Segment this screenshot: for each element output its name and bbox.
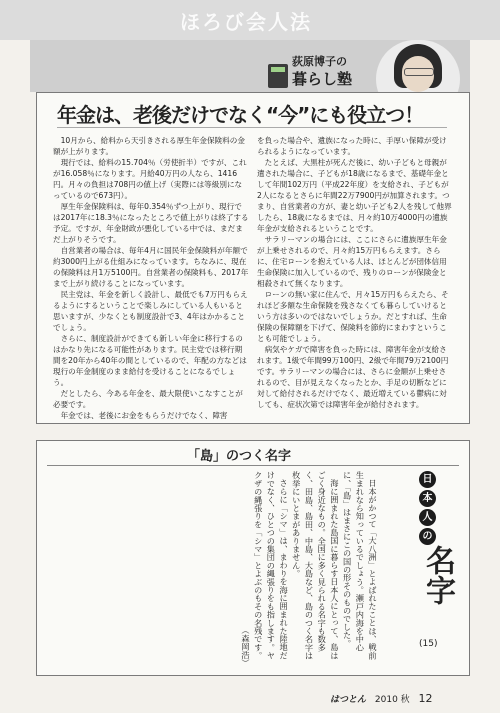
name-column-paragraph: 海に囲まれた島国に暮らす日本人にとって、島はごく身近なもの。全国に多く見られる名字も数多く、田島、島田、中島、大島など、島のつく名字は枚挙にいとまがありません。 (291, 471, 340, 660)
article-paragraph: 年金では、老後にお金をもらうだけでなく、障害 (60, 411, 228, 420)
name-column-signature: （森岡浩） (240, 626, 251, 667)
article-paragraph: 厚生年金保険料は、毎年0.354％ずつ上がり、現行では2017年に18.3％になったところで値上がりは終了する予定。ですが、年金財政が悪化している中では、まだまだ上がりそうです。 (53, 202, 249, 244)
name-column-box (36, 440, 470, 676)
magazine-name: はつとん (330, 695, 367, 705)
article-paragraph: さらに、制度設計ができても新しい年金に移行するのはかなり先になる可能性があります。民主党では移行期間を20年から40年の間としているので、年配の方などは現行の年金制度のまま給付を受けることになるでしょう。 (53, 334, 247, 387)
series-badge (397, 467, 461, 671)
series-circle: 日 (419, 471, 436, 488)
column-name: 暮らし塾 (292, 70, 353, 88)
article-paragraph: 自営業者の場合は、毎年4月に国民年金保険料が年額で約3000円上がる仕組みになっています。ちなみに、現在の保険料は月1万5100円。自営業者の保険料も、2017年まで上がり続けることになっています。 (53, 246, 249, 288)
article-paragraph: 10月から、給料から天引きされる厚生年金保険料の金額が上がります。 (53, 136, 245, 156)
article-paragraph: ローンの無い家に住んで、月々15万円もらえたら、それほど多額な生命保険を残さなくても暮らしていけるという方は多いのではないでしょうか。だとすれば、生命保険の保障額を下げて、保険料を節約にまわすということも可能でしょう。 (257, 290, 449, 343)
column-author: 荻原博子の (292, 55, 347, 68)
article-column-right (257, 135, 453, 410)
article-paragraph: だとしたら、今ある年金を、最大限使いこなすことが必要です。 (53, 389, 243, 409)
article-box (36, 92, 470, 424)
name-column-divider (47, 465, 459, 466)
series-circle: の (419, 528, 436, 545)
title-divider (57, 127, 447, 128)
header-strip (0, 0, 500, 40)
article-paragraph: 病気やケガで障害を負った時には、障害年金が支給されます。1級で年間99万100円、2級で年間79万2100円です。サラリーマンの場合には、さらに金額が上乗せされるので、目が見えなくなったとか、手足の切断などに対して給付されるだけでなく、最近増えている鬱病に対しても、症状次第では障害年金が給付されます。 (257, 345, 449, 409)
issue-label: 2010 秋 (374, 695, 410, 705)
name-column-title: 「島」のつく名字 (187, 449, 292, 464)
article-paragraph: 民主党は、年金を新しく設計し、最低でも7万円もらえるようにするということで楽しみにしている人もいると思いますが、少なくとも制度設計で3、4年はかかることでしょう。 (53, 290, 248, 332)
article-title: 年金は、老後だけでなく“今”にも役立つ！ (57, 103, 424, 127)
article-paragraph: たとえば、大黒柱が死んだ後に、幼い子どもと母親が遺された場合に、子どもが18歳になるまで、基礎年金として年間102万円（平成22年度）を支給され、子どもが2人になるとさらに年間22万7900円が加算されます。つまり、自営業者の方が、妻と幼い子ども2人を残して他界したら、18歳になるまでは、月々約10万4000円の遺族年金が支給されるということです。 (257, 158, 452, 233)
series-circles (419, 471, 439, 547)
name-column-paragraph: 日本がかつて「大八洲」とよばれたことは、戦前生まれなら知っているでしょう。瀬戸内海を中心に、「島」はまさにこの国の形そのものでした。 (342, 471, 378, 660)
article-column-left (53, 135, 249, 421)
column-header (268, 50, 368, 90)
name-column-body (73, 471, 379, 667)
article-paragraph: サラリーマンの場合には、ここにさらに遺族厚生年金が上乗せされるので、月々約15万円もらえます。さらに、住宅ローンを抱えている人は、ほとんどが団体信用生命保険に加入しているので、残りのローンが保険金と相殺されて無くなります。 (257, 235, 447, 288)
header-ghost-text: ほろび会人法 (180, 10, 312, 34)
article-paragraph: 現行では、給料の15.704％（労使折半）ですが、これが16.058％になります。月給40万円の人なら、1416円。月々の負担は708円の値上げ（実際には等級別になっているので673円）。 (53, 158, 247, 200)
name-column-paragraph: さらに「シマ」は、まわりを海に囲まれた陸地だけでなく、ひとつの集団の縄張りをも指します。ヤクザの縄張りを「シマ」とよぶのもその名残です。 (253, 471, 290, 660)
series-circle: 人 (419, 509, 436, 526)
series-number: (15) (419, 639, 438, 649)
page-footer (330, 692, 433, 705)
series-title: 名字 (420, 545, 455, 605)
series-circle: 本 (419, 490, 436, 507)
article-paragraph: を負った場合や、遺族になった時に、手厚い保障が受けられるようになっています。 (257, 136, 447, 156)
page-number: 12 (418, 692, 433, 705)
calculator-icon (268, 64, 288, 88)
